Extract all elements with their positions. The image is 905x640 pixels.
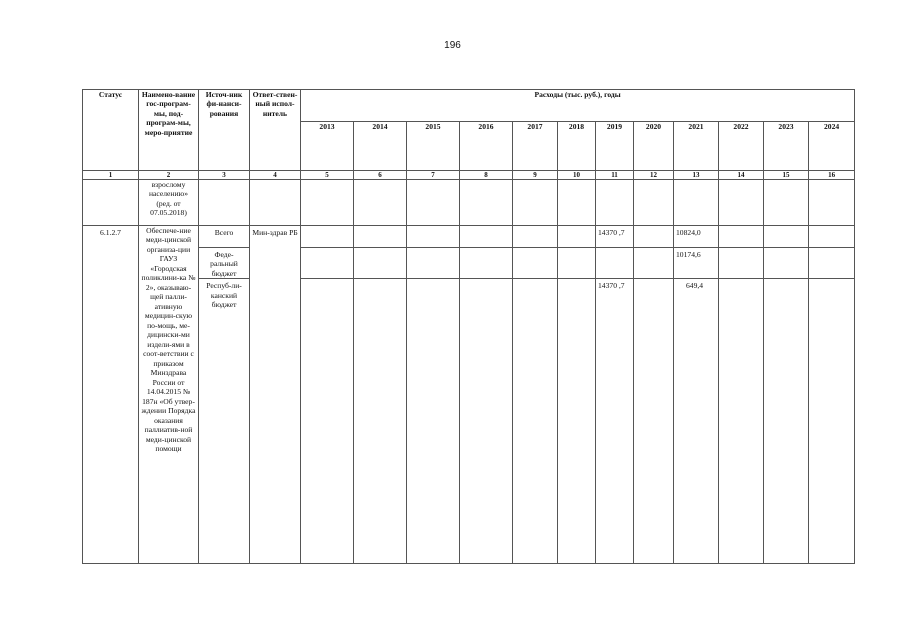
header-expenses: Расходы (тыс. руб.), годы	[301, 90, 855, 122]
source-cell: Всего	[199, 226, 250, 248]
column-number: 15	[764, 171, 809, 180]
column-number: 9	[513, 171, 558, 180]
page-number: 196	[444, 40, 461, 51]
column-number: 1	[83, 171, 139, 180]
header-executor: Ответ-ствен-ный испол-нитель	[250, 90, 301, 171]
table-row	[83, 180, 855, 226]
executor-cell	[250, 180, 301, 226]
column-number: 3	[199, 171, 250, 180]
column-number: 10	[558, 171, 596, 180]
column-number: 14	[719, 171, 764, 180]
source-cell: Респуб-ли-канский бюджет	[199, 279, 250, 564]
year-header: 2022	[719, 122, 764, 171]
column-number: 11	[596, 171, 634, 180]
value-2021: 10824,0	[674, 226, 719, 248]
year-header: 2023	[764, 122, 809, 171]
header-row	[83, 90, 855, 122]
value-2021: 649,4	[674, 279, 719, 564]
header-name: Наимено-вание гос-програм-мы, под-програм-мы, меро-приятие	[139, 90, 199, 171]
table-row	[83, 279, 855, 564]
year-header: 2013	[301, 122, 354, 171]
value-2021: 10174,6	[674, 248, 719, 279]
year-header: 2018	[558, 122, 596, 171]
source-cell: Феде-ральный бюджет	[199, 248, 250, 279]
year-header: 2019	[596, 122, 634, 171]
column-number: 13	[674, 171, 719, 180]
table-row	[83, 226, 855, 248]
executor-cell: Мин-здрав РБ	[250, 226, 301, 564]
column-number: 4	[250, 171, 301, 180]
column-number: 6	[354, 171, 407, 180]
column-number-row	[83, 171, 855, 180]
year-header: 2017	[513, 122, 558, 171]
header-source: Источ-ник фи-нанси-рования	[199, 90, 250, 171]
column-number: 16	[809, 171, 855, 180]
year-header: 2021	[674, 122, 719, 171]
column-number: 8	[460, 171, 513, 180]
year-header: 2015	[407, 122, 460, 171]
status-cell: 6.1.2.7	[83, 226, 139, 564]
value-2019: 14370 ,7	[596, 279, 634, 564]
column-number: 7	[407, 171, 460, 180]
value-2019: 14370 ,7	[596, 226, 634, 248]
year-header: 2020	[634, 122, 674, 171]
year-header: 2016	[460, 122, 513, 171]
year-header: 2024	[809, 122, 855, 171]
name-cell: Обеспече-ние меди-цинской организа-ции ГАУЗ «Городская поликлини-ка № 2», оказываю-щей палли-ативную медицин-скую по-мощь, ме-дицински-ми издели-ями в соот-ветствии с приказом Минздрава России от 14.04.2015 № 187н «Об утвер-ждении Порядка оказания паллиатив-ной меди-цинской помощи	[139, 226, 199, 564]
column-number: 5	[301, 171, 354, 180]
source-cell	[199, 180, 250, 226]
budget-table	[82, 89, 855, 564]
column-number: 12	[634, 171, 674, 180]
column-number: 2	[139, 171, 199, 180]
table-row	[83, 248, 855, 279]
status-cell	[83, 180, 139, 226]
name-cell: взрослому населению» (ред. от 07.05.2018)	[139, 180, 199, 226]
header-status: Статус	[83, 90, 139, 171]
value-2019	[596, 248, 634, 279]
year-header: 2014	[354, 122, 407, 171]
